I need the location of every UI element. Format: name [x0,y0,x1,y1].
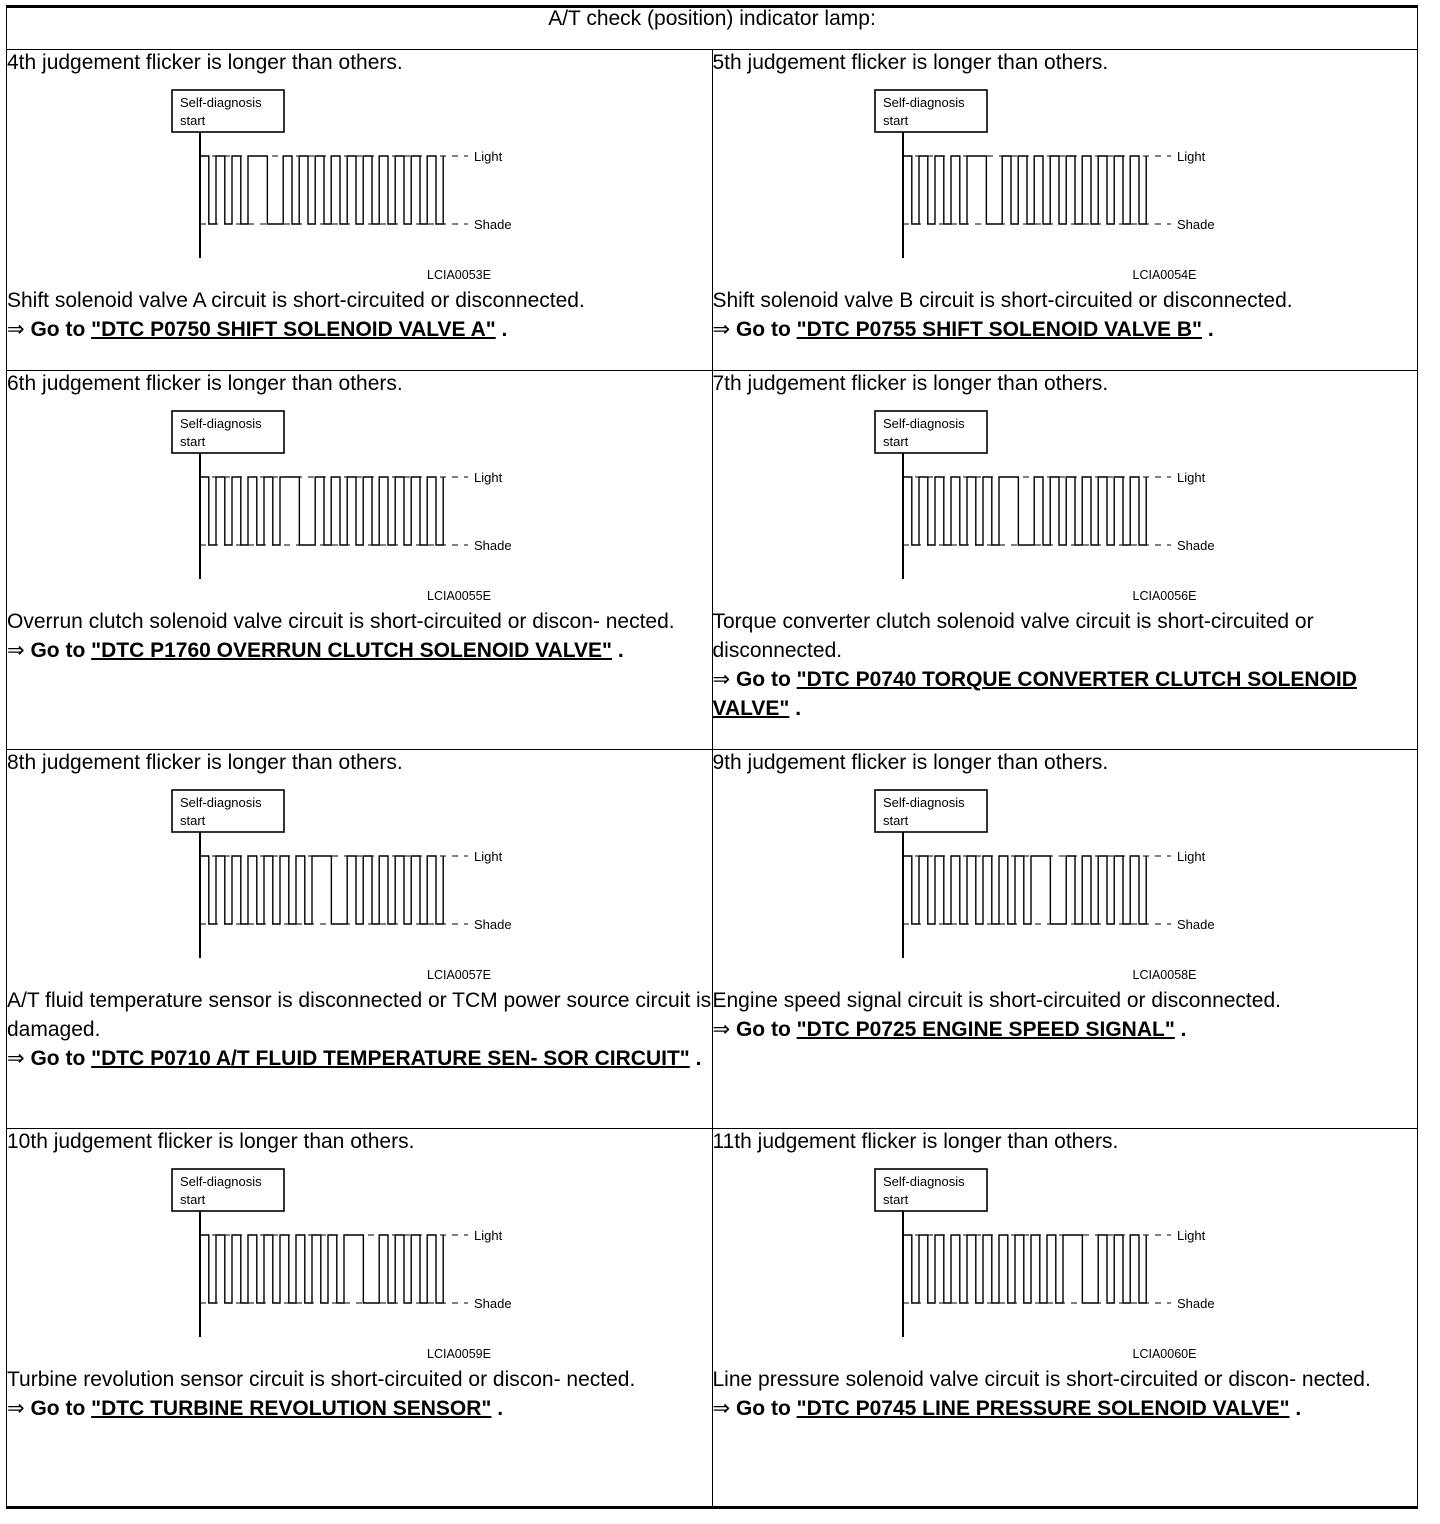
arrow-icon: ⇒ [712,1397,731,1420]
shade-label: Shade [1176,917,1215,932]
shade-label: Shade [474,1296,512,1311]
start-label-line1: Self-diagnosis [882,795,965,810]
waveform-group [875,790,1215,958]
shade-label: Shade [474,217,512,232]
start-label-line1: Self-diagnosis [180,795,262,810]
table-row [7,50,1418,371]
diagnosis-table [6,6,1418,1508]
goto-line [713,665,1418,723]
fault-description: Overrun clutch solenoid valve circuit is short-circuited or discon- nected. [7,610,675,633]
start-label-line1: Self-diagnosis [180,416,262,431]
flicker-signal [200,1235,443,1303]
table-row [7,750,1418,1129]
flicker-signal [903,1235,1146,1303]
figure-code: LCIA0055E [427,589,491,603]
start-label-line2: start [882,1192,908,1207]
cell-9th [712,750,1418,1129]
flicker-waveform-svg [713,397,1403,607]
goto-prefix: Go to [30,639,86,662]
dtc-link[interactable]: "DTC P0710 A/T FLUID TEMPERATURE SEN- SOR CIRCUIT" [91,1047,690,1070]
shade-label: Shade [474,917,512,932]
start-label-line2: start [180,1192,206,1207]
fault-description: Shift solenoid valve A circuit is short-circuited or disconnected. [7,289,585,312]
figure-code: LCIA0056E [1132,589,1197,603]
arrow-icon: ⇒ [7,1397,25,1420]
start-label-line1: Self-diagnosis [882,95,965,110]
waveform-group [875,90,1215,258]
light-label: Light [1176,470,1205,485]
period: . [789,697,802,720]
period: . [1289,1397,1302,1420]
light-label: Light [474,470,503,485]
flicker-waveform-svg [7,397,697,607]
diagnosis-sheet [6,6,1418,1508]
light-label: Light [1176,849,1205,864]
flicker-signal [903,477,1146,545]
fault-description: Turbine revolution sensor circuit is short-circuited or discon- nected. [7,1368,636,1391]
start-label-line1: Self-diagnosis [180,1174,262,1189]
arrow-icon: ⇒ [712,318,731,341]
fault-description: Torque converter clutch solenoid valve circuit is short-circuited or disconnected. [712,610,1314,662]
figure-code: LCIA0057E [427,968,491,982]
figure-code: LCIA0054E [1132,268,1197,282]
flicker-waveform-svg [7,1155,697,1365]
cell-6th [7,371,713,750]
start-label-line2: start [180,113,206,128]
waveform-group [172,411,512,579]
goto-line [713,1394,1418,1423]
goto-prefix: Go to [30,318,86,341]
fault-description: Engine speed signal circuit is short-circuited or disconnected. [712,989,1281,1012]
dtc-link[interactable]: "DTC P0755 SHIFT SOLENOID VALVE B" [796,318,1202,341]
table-row [7,1129,1418,1508]
light-label: Light [1176,149,1205,164]
flicker-signal [200,156,443,224]
waveform-group [172,90,512,258]
table-title: A/T check (position) indicator lamp: [7,7,1418,50]
judgement-heading: 9th judgement flicker is longer than others. [712,751,1109,774]
period: . [612,639,624,662]
judgement-heading: 6th judgement flicker is longer than others. [7,372,403,395]
dtc-link[interactable]: "DTC P0745 LINE PRESSURE SOLENOID VALVE" [796,1397,1290,1420]
header-row [7,7,1418,50]
dtc-link[interactable]: "DTC P0740 TORQUE CONVERTER CLUTCH SOLENOID VALVE" [712,668,1357,720]
flicker-waveform-svg [713,76,1403,286]
flicker-diagram [713,776,1418,986]
goto-line [713,1015,1418,1044]
arrow-icon: ⇒ [7,1047,25,1070]
figure-code: LCIA0053E [427,268,491,282]
goto-line [7,636,712,665]
light-label: Light [1176,1228,1205,1243]
period: . [689,1047,702,1070]
judgement-heading: 10th judgement flicker is longer than others. [7,1130,415,1153]
flicker-signal [903,856,1146,924]
start-label-line2: start [180,434,206,449]
flicker-signal [903,156,1146,224]
start-label-line1: Self-diagnosis [882,416,965,431]
flicker-signal [200,477,443,545]
judgement-heading: 7th judgement flicker is longer than others. [712,372,1109,395]
start-label-line2: start [882,113,908,128]
goto-prefix: Go to [30,1047,86,1070]
start-label-line2: start [882,813,908,828]
start-label-line1: Self-diagnosis [180,95,262,110]
fault-description: Shift solenoid valve B circuit is short-circuited or disconnected. [712,289,1293,312]
cell-10th [7,1129,713,1508]
flicker-waveform-svg [713,776,1403,986]
figure-code: LCIA0060E [1132,1347,1197,1361]
arrow-icon: ⇒ [7,318,25,341]
period: . [1202,318,1214,341]
goto-prefix: Go to [735,1018,791,1041]
flicker-waveform-svg [713,1155,1403,1365]
arrow-icon: ⇒ [712,1018,731,1041]
start-label-line2: start [180,813,206,828]
arrow-icon: ⇒ [712,668,731,691]
cell-11th [712,1129,1418,1508]
period: . [491,1397,504,1420]
shade-label: Shade [1176,1296,1215,1311]
flicker-waveform-svg [7,76,697,286]
goto-line [7,315,712,344]
goto-prefix: Go to [735,318,791,341]
start-label-line1: Self-diagnosis [882,1174,965,1189]
light-label: Light [474,1228,503,1243]
arrow-icon: ⇒ [7,639,25,662]
goto-line [7,1394,712,1423]
judgement-heading: 4th judgement flicker is longer than others. [7,51,403,74]
goto-line [7,1044,712,1073]
flicker-diagram [7,776,712,986]
cell-4th [7,50,713,371]
cell-8th [7,750,713,1129]
waveform-group [875,1169,1215,1337]
light-label: Light [474,149,503,164]
flicker-waveform-svg [7,776,697,986]
flicker-signal [200,856,443,924]
flicker-diagram [7,76,712,286]
fault-description: Line pressure solenoid valve circuit is short-circuited or discon- nected. [712,1368,1371,1391]
judgement-heading: 5th judgement flicker is longer than others. [712,51,1109,74]
flicker-diagram [713,397,1418,607]
cell-7th [712,371,1418,750]
shade-label: Shade [1176,217,1215,232]
fault-description: A/T fluid temperature sensor is disconnected or TCM power source circuit is damaged. [7,989,712,1041]
shade-label: Shade [1176,538,1215,553]
goto-prefix: Go to [30,1397,86,1420]
start-label-line2: start [882,434,908,449]
waveform-group [875,411,1215,579]
judgement-heading: 11th judgement flicker is longer than others. [712,1130,1119,1153]
waveform-group [172,790,512,958]
dtc-link[interactable]: "DTC TURBINE REVOLUTION SENSOR" [91,1397,492,1420]
dtc-link[interactable]: "DTC P1760 OVERRUN CLUTCH SOLENOID VALVE" [91,639,612,662]
cell-5th [712,50,1418,371]
judgement-heading: 8th judgement flicker is longer than others. [7,751,403,774]
waveform-group [172,1169,512,1337]
figure-code: LCIA0059E [427,1347,491,1361]
flicker-diagram [713,1155,1418,1365]
flicker-diagram [7,397,712,607]
bottom-rule [6,1506,1418,1509]
flicker-diagram [713,76,1418,286]
goto-line [713,315,1418,344]
shade-label: Shade [474,538,512,553]
table-row [7,371,1418,750]
figure-code: LCIA0058E [1132,968,1197,982]
period: . [1174,1018,1187,1041]
light-label: Light [474,849,503,864]
period: . [495,318,508,341]
goto-prefix: Go to [735,668,791,691]
dtc-link[interactable]: "DTC P0750 SHIFT SOLENOID VALVE A" [91,318,496,341]
flicker-diagram [7,1155,712,1365]
goto-prefix: Go to [735,1397,791,1420]
dtc-link[interactable]: "DTC P0725 ENGINE SPEED SIGNAL" [796,1018,1175,1041]
